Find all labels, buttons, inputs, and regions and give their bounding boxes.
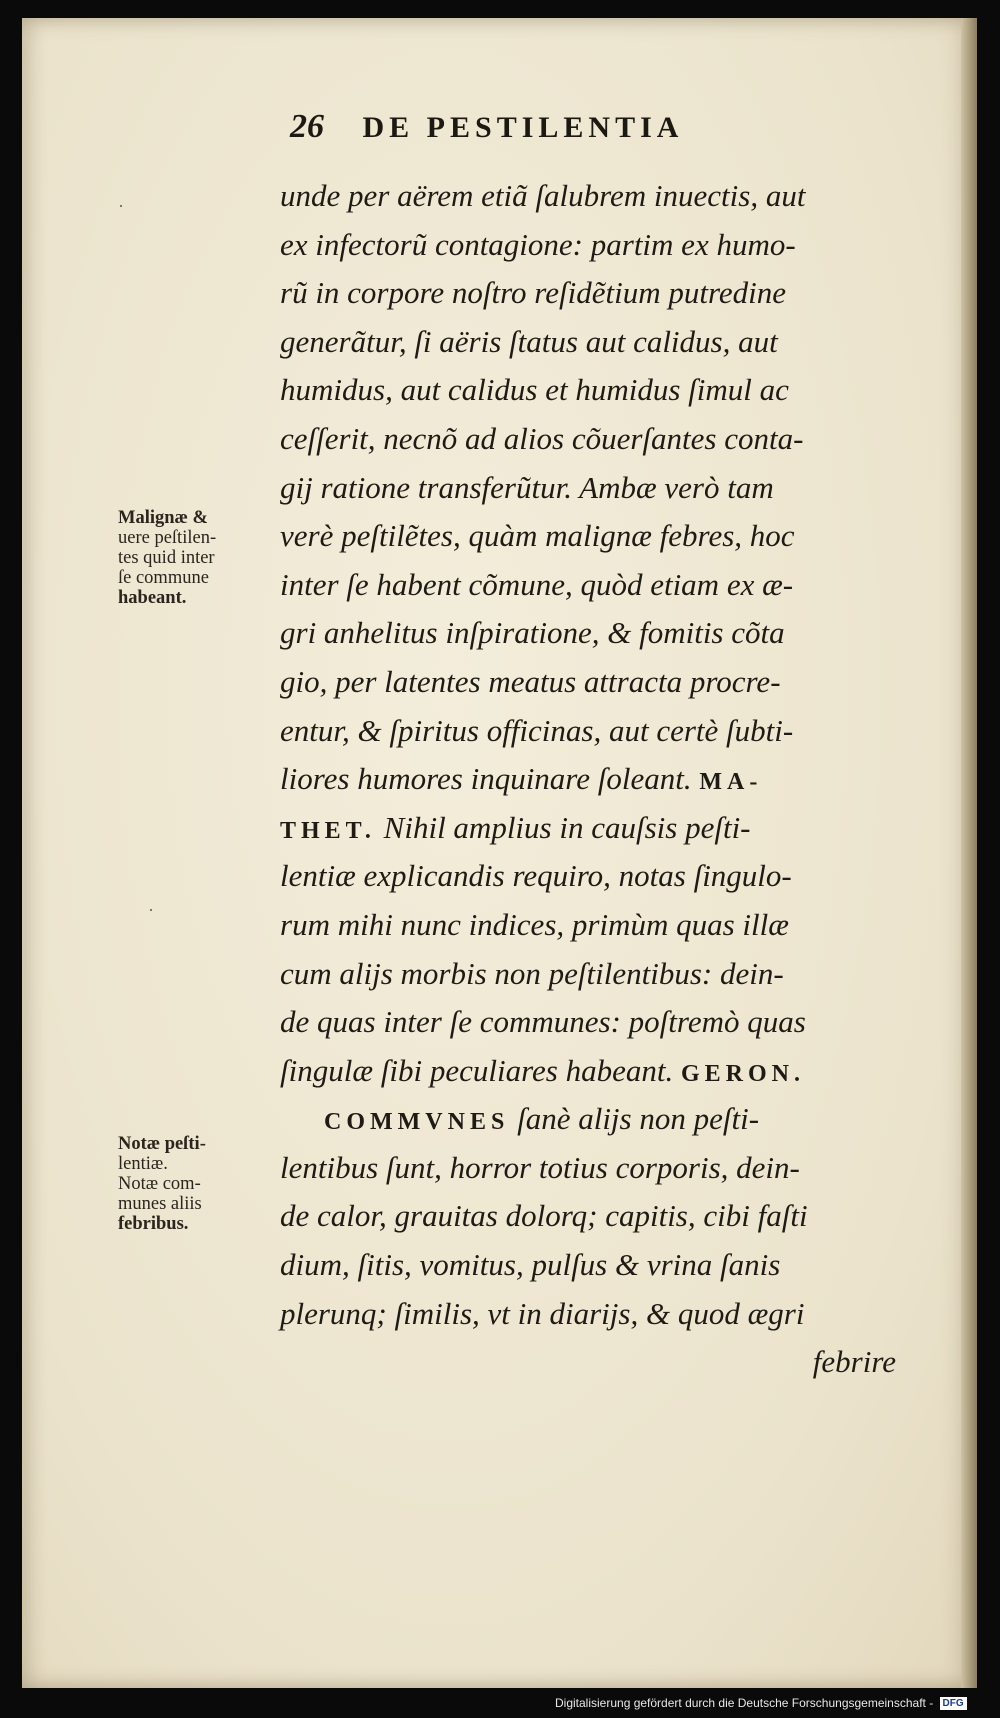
text-line	[280, 1047, 920, 1096]
text-line: dium, ſitis, vomitus, pulſus & vrina ſanis	[280, 1247, 781, 1283]
page-header	[290, 108, 850, 158]
body-text	[280, 172, 920, 1387]
speaker-geron: GERON.	[680, 1060, 805, 1087]
paper-speck: ·	[118, 196, 124, 216]
marginal-note-line: habeant.	[118, 588, 187, 608]
text-line: gio, per latentes meatus attracta procre-	[280, 663, 781, 699]
text-line	[280, 804, 920, 853]
text-line: plerunq; ſimilis, vt in diarijs, & quod ægri	[280, 1295, 805, 1331]
marginal-note-line: febribus.	[118, 1214, 189, 1234]
text-line: unde per aërem etiã ſalubrem inuectis, aut	[280, 178, 806, 213]
text-line: humidus, aut calidus et humidus ſimul ac	[280, 372, 789, 408]
section-communes: COMMVNES	[324, 1109, 510, 1136]
text-line: lentibus ſunt, horror totius corporis, dein-	[280, 1149, 800, 1185]
text-line: rũ in corpore noſtro reſidẽtium putredine	[280, 275, 786, 311]
paper-speck: ·	[148, 900, 154, 920]
marginal-note-line: Notæ com-	[118, 1174, 201, 1194]
dfg-logo-icon: DFG	[940, 1697, 967, 1710]
text-line	[280, 1095, 920, 1144]
text-segment: Nihil amplius in cauſsis peſti-	[383, 809, 751, 845]
text-line: de quas inter ſe communes: poſtremò quas	[280, 1004, 806, 1040]
speaker-mathet-start: MA-	[699, 769, 763, 796]
text-line: cum alijs morbis non peſtilentibus: dein-	[280, 955, 784, 991]
speaker-mathet-end: THET.	[280, 817, 376, 844]
marginal-note-line: uere peſtilen-	[118, 528, 217, 548]
running-title: DE PESTILENTIA	[362, 111, 684, 144]
text-segment: ſingulæ ſibi peculiares habeant.	[280, 1052, 674, 1088]
marginal-note	[118, 1134, 206, 1234]
text-line: gij ratione transferũtur. Ambæ verò tam	[280, 469, 774, 505]
text-line: ceſſerit, necnõ ad alios cõuerſantes conta-	[280, 420, 804, 456]
text-line: rum mihi nunc indices, primùm quas illæ	[280, 906, 789, 942]
text-line: entur, & ſpiritus officinas, aut certè ſubti-	[280, 712, 794, 748]
text-line: inter ſe habent cõmune, quòd etiam ex æ-	[280, 566, 794, 602]
marginal-note-line: tes quid inter	[118, 548, 215, 568]
marginal-note-line: Notæ peſti-	[118, 1134, 206, 1154]
marginal-note-line: ſe commune	[118, 568, 209, 588]
text-line: generãtur, ſi aëris ſtatus aut calidus, aut	[280, 323, 778, 359]
text-line: de calor, grauitas dolorq; capitis, cibi faſti	[280, 1198, 808, 1234]
text-segment: ſanè alijs non peſti-	[517, 1101, 760, 1137]
text-line: gri anhelitus inſpiratione, & fomitis cõta	[280, 615, 785, 651]
text-segment: liores humores inquinare ſoleant.	[280, 761, 692, 797]
marginal-note-line: munes aliis	[118, 1194, 202, 1214]
marginal-note	[118, 508, 216, 608]
text-line: ex infectorũ contagione: partim ex humo-	[280, 226, 796, 262]
catchword: febrire	[812, 1344, 896, 1380]
page-edge-shadow	[961, 18, 977, 1688]
text-line: verè peſtilẽtes, quàm malignæ febres, hoc	[280, 518, 795, 554]
text-line	[280, 755, 920, 804]
marginal-note-line: Malignæ &	[118, 508, 208, 528]
page-number: 26	[290, 108, 324, 145]
marginal-note-line: lentiæ.	[118, 1154, 168, 1174]
text-line: lentiæ explicandis requiro, notas ſingulo-	[280, 858, 792, 894]
digitization-footer	[555, 1692, 995, 1714]
footer-credit: Digitalisierung gefördert durch die Deutsche Forschungsgemeinschaft -	[555, 1696, 934, 1710]
